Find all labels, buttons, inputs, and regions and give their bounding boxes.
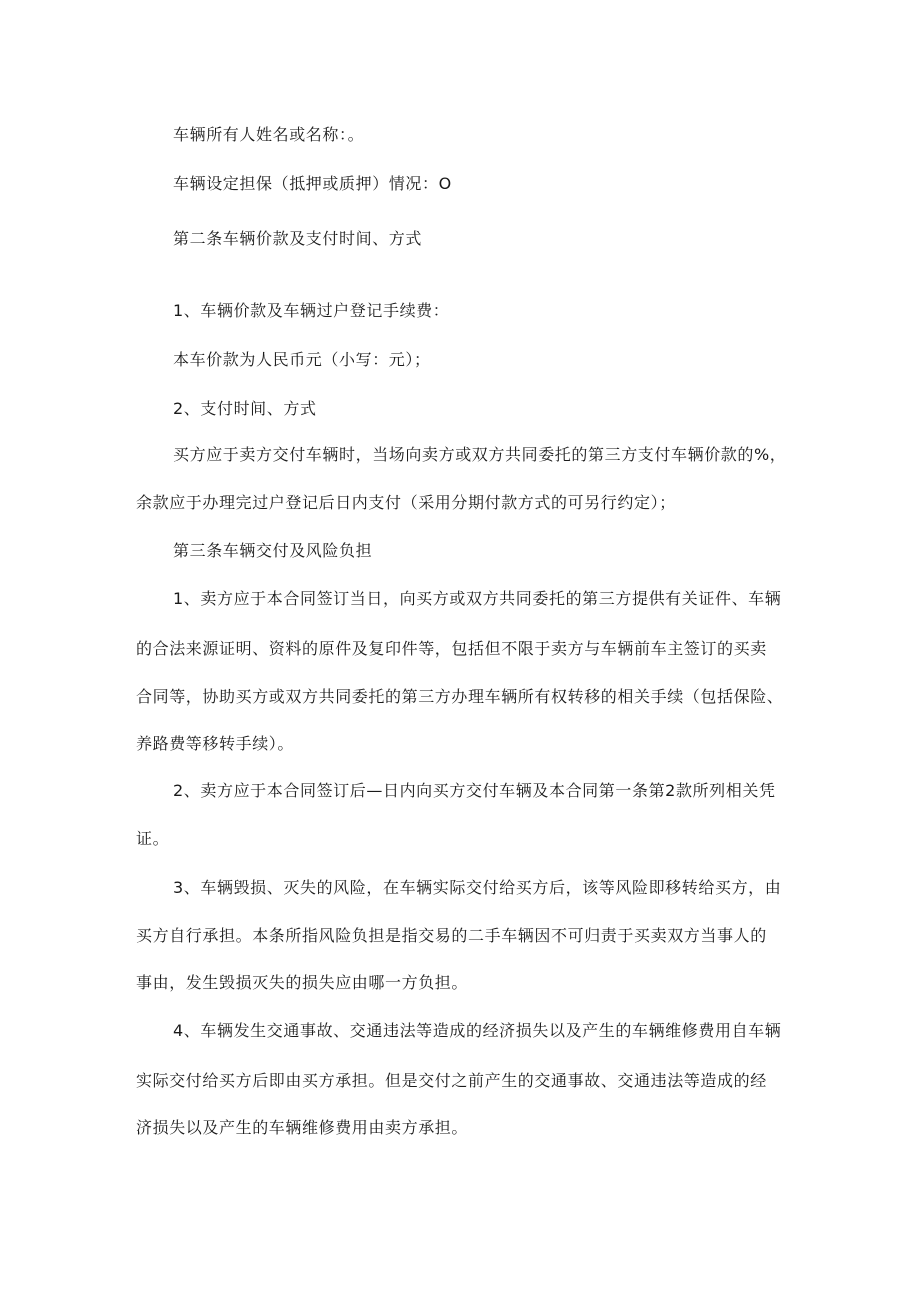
clause-4-line-1: 4、车辆发生交通事故、交通违法等造成的经济损失以及产生的车辆维修费用自车辆 xyxy=(173,1021,782,1040)
clause-3-line-2: 买方自行承担。本条所指风险负担是指交易的二手车辆因不可归责于买卖双方当事人的 xyxy=(136,926,767,945)
payment-paragraph-line-2: 余款应于办理完过户登记后日内支付（采用分期付款方式的可另行约定）； xyxy=(136,493,676,512)
clause-2-line-2: 证。 xyxy=(136,829,170,848)
clause-3-line-1: 3、车辆毁损、灭失的风险，在车辆实际交付给买方后，该等风险即移转给买方，由 xyxy=(173,878,782,897)
price-amount-line: 本车价款为人民币元（小写：元）； xyxy=(173,350,431,369)
clause-3-line-3: 事由，发生毁损灭失的损失应由哪一方负担。 xyxy=(136,973,469,992)
clause-4-line-3: 济损失以及产生的车辆维修费用由卖方承担。 xyxy=(136,1118,469,1137)
owner-name-line: 车辆所有人姓名或名称：。 xyxy=(173,125,365,144)
clause-1-line-1: 1、卖方应于本合同签订当日，向买方或双方共同委托的第三方提供有关证件、车辆 xyxy=(173,589,782,608)
clause-1-line-4: 养路费等移转手续）。 xyxy=(136,734,295,753)
clause-1-line-2: 的合法来源证明、资料的原件及复印件等，包括但不限于卖方与车辆前车主签订的买卖 xyxy=(136,639,767,658)
article-two-heading: 第二条车辆价款及支付时间、方式 xyxy=(173,229,423,248)
payment-paragraph-line-1: 买方应于卖方交付车辆时，当场向卖方或双方共同委托的第三方支付车辆价款的%， xyxy=(173,445,787,464)
clause-4-line-2: 实际交付给买方后即由买方承担。但是交付之前产生的交通事故、交通违法等造成的经 xyxy=(136,1071,767,1090)
article-three-heading: 第三条车辆交付及风险负担 xyxy=(173,541,373,560)
clause-2-line-1: 2、卖方应于本合同签订后—日内向买方交付车辆及本合同第一条第2款所列相关凭 xyxy=(173,781,776,800)
guarantee-line: 车辆设定担保（抵押或质押）情况：O xyxy=(173,174,452,193)
clause-1-line-3: 合同等，协助买方或双方共同委托的第三方办理车辆所有权转移的相关手续（包括保险、 xyxy=(136,687,784,706)
item-payment-method: 2、支付时间、方式 xyxy=(173,399,317,418)
item-price-fee: 1、车辆价款及车辆过户登记手续费： xyxy=(173,301,450,320)
